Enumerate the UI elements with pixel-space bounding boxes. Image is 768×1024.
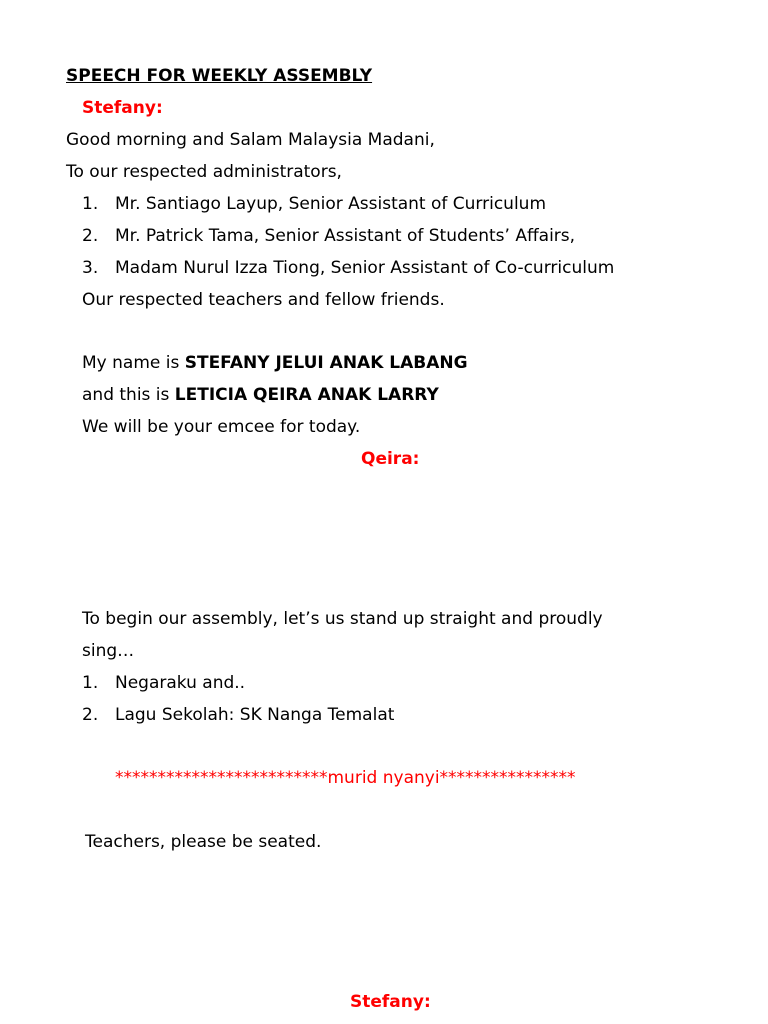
list-item-text: Mr. Santiago Layup, Senior Assistant of Curriculum — [115, 194, 547, 214]
page-title: SPEECH FOR WEEKLY ASSEMBLY — [66, 66, 373, 86]
name-intro-line — [82, 353, 468, 373]
song-list-item — [82, 705, 394, 725]
partner-intro-line — [82, 385, 439, 405]
admin-list-item — [82, 258, 614, 278]
list-number: 2. — [82, 705, 99, 725]
emcee-name-1: STEFANY JELUI ANAK LABANG — [184, 353, 468, 373]
speaker-label-qeira: Qeira: — [361, 449, 420, 469]
list-item-text: Negaraku and.. — [115, 673, 246, 693]
song-list-item — [82, 673, 245, 693]
list-number: 1. — [82, 673, 99, 693]
list-item-text: Lagu Sekolah: SK Nanga Temalat — [115, 705, 395, 725]
greeting-line: Good morning and Salam Malaysia Madani, — [66, 130, 435, 150]
list-number: 1. — [82, 194, 99, 214]
administrators-heading: To our respected administrators, — [66, 162, 342, 182]
emcee-line: We will be your emcee for today. — [82, 417, 361, 437]
be-seated-line: Teachers, please be seated. — [85, 832, 322, 852]
emcee-name-2: LETICIA QEIRA ANAK LARRY — [174, 385, 439, 405]
name-prefix: My name is — [82, 353, 185, 373]
list-number: 3. — [82, 258, 99, 278]
list-item-text: Mr. Patrick Tama, Senior Assistant of Students’ Affairs, — [115, 226, 576, 246]
and-prefix: and this is — [82, 385, 175, 405]
list-number: 2. — [82, 226, 99, 246]
list-item-text: Madam Nurul Izza Tiong, Senior Assistant of Co-curriculum — [115, 258, 615, 278]
singing-note: *************************murid nyanyi**************** — [115, 768, 576, 788]
teachers-friends-line: Our respected teachers and fellow friends. — [82, 290, 445, 310]
begin-assembly-line-cont: sing… — [82, 641, 135, 661]
begin-assembly-line: To begin our assembly, let’s us stand up straight and proudly — [82, 609, 603, 629]
admin-list-item — [82, 226, 575, 246]
speaker-label-stefany-2: Stefany: — [350, 992, 431, 1012]
speaker-label-stefany: Stefany: — [82, 98, 163, 118]
admin-list-item — [82, 194, 546, 214]
